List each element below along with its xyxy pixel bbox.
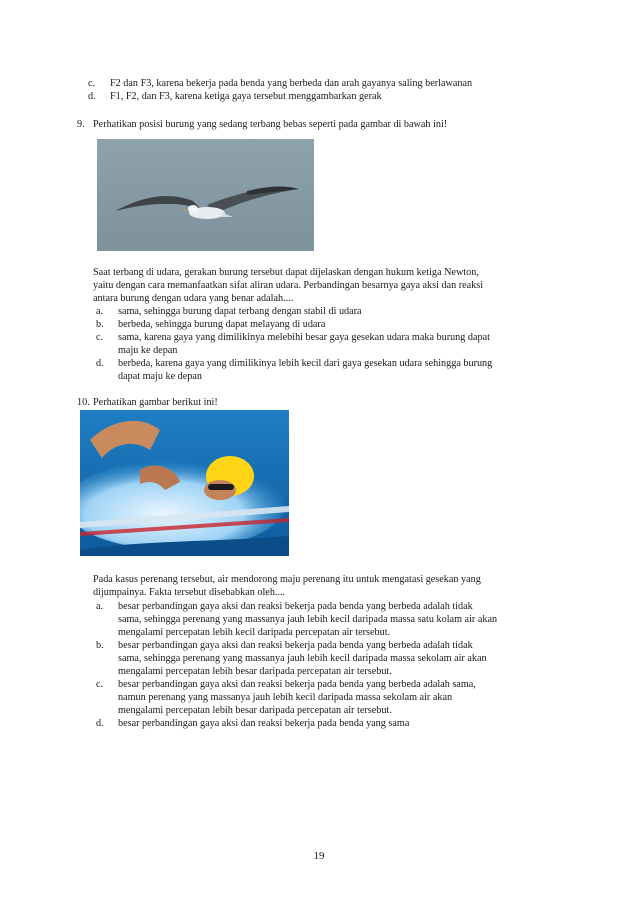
option-letter: a. [96, 601, 104, 612]
option-letter: d. [88, 91, 96, 102]
option-letter: d. [96, 358, 104, 369]
swimmer-image [80, 410, 289, 556]
option-letter: c. [88, 78, 96, 89]
option-text: sama, sehingga burung dapat terbang dengan stabil di udara [118, 306, 362, 317]
option-text: besar perbandingan gaya aksi dan reaksi bekerja pada benda yang berbeda adalah tidak [118, 601, 473, 612]
question-number: 10. [77, 397, 90, 408]
option-text: besar perbandingan gaya aksi dan reaksi bekerja pada benda yang berbeda adalah tidak [118, 640, 473, 651]
question-stem: Pada kasus perenang tersebut, air mendorong maju perenang itu untuk mengatasi gesekan yang [93, 574, 481, 585]
option-text: maju ke depan [118, 345, 178, 356]
question-prompt: Perhatikan posisi burung yang sedang terbang bebas seperti pada gambar di bawah ini! [93, 119, 448, 130]
option-text: F2 dan F3, karena bekerja pada benda yang berbeda dan arah gayanya saling berlawanan [110, 78, 473, 89]
option-letter: b. [96, 319, 104, 330]
option-text: mengalami percepatan lebih kecil daripada percepatan air tersebut. [118, 627, 391, 638]
question-number: 9. [77, 119, 85, 130]
option-letter: c. [96, 332, 104, 343]
page-number: 19 [313, 850, 325, 862]
option-text: mengalami percepatan lebih besar daripada percepatan air tersebut. [118, 705, 392, 716]
question-prompt: Perhatikan gambar berikut ini! [93, 397, 218, 408]
option-text: sama, sehingga perenang yang massanya jauh lebih kecil daripada massa satu kolam air akan [118, 614, 498, 625]
option-letter: a. [96, 306, 104, 317]
option-letter: d. [96, 718, 104, 729]
question-stem: yaitu dengan cara memanfaatkan sifat aliran udara. Perbandingan besarnya gaya aksi dan reaksi [93, 280, 484, 291]
option-text: berbeda, karena gaya yang dimilikinya lebih kecil dari gaya gesekan udara sehingga burung [118, 358, 493, 369]
option-text: mengalami percepatan lebih besar daripada percepatan air tersebut. [118, 666, 392, 677]
option-text: berbeda, sehingga burung dapat melayang di udara [118, 319, 326, 330]
question-stem: antara burung dengan udara yang benar adalah.... [93, 293, 294, 304]
option-text: dapat maju ke depan [118, 371, 203, 382]
option-text: F1, F2, dan F3, karena ketiga gaya tersebut menggambarkan gerak [110, 91, 382, 102]
question-stem: dijumpainya. Fakta tersebut disebabkan oleh.... [93, 587, 286, 598]
option-text: sama, karena gaya yang dimilikinya melebihi besar gaya gesekan udara maka burung dapat [118, 332, 490, 343]
option-text: besar perbandingan gaya aksi dan reaksi bekerja pada benda yang berbeda adalah sama, [118, 679, 476, 690]
option-letter: c. [96, 679, 104, 690]
option-letter: b. [96, 640, 104, 651]
question-stem: Saat terbang di udara, gerakan burung tersebut dapat dijelaskan dengan hukum ketiga Newton, [93, 267, 479, 278]
seagull-image [97, 139, 314, 251]
option-text: sama, sehingga perenang yang massanya jauh lebih kecil daripada massa sekolam air akan [118, 653, 487, 664]
option-text: namun perenang yang massanya jauh lebih kecil daripada massa sekolam air akan [118, 692, 453, 703]
option-text: besar perbandingan gaya aksi dan reaksi bekerja pada benda yang sama [118, 718, 410, 729]
